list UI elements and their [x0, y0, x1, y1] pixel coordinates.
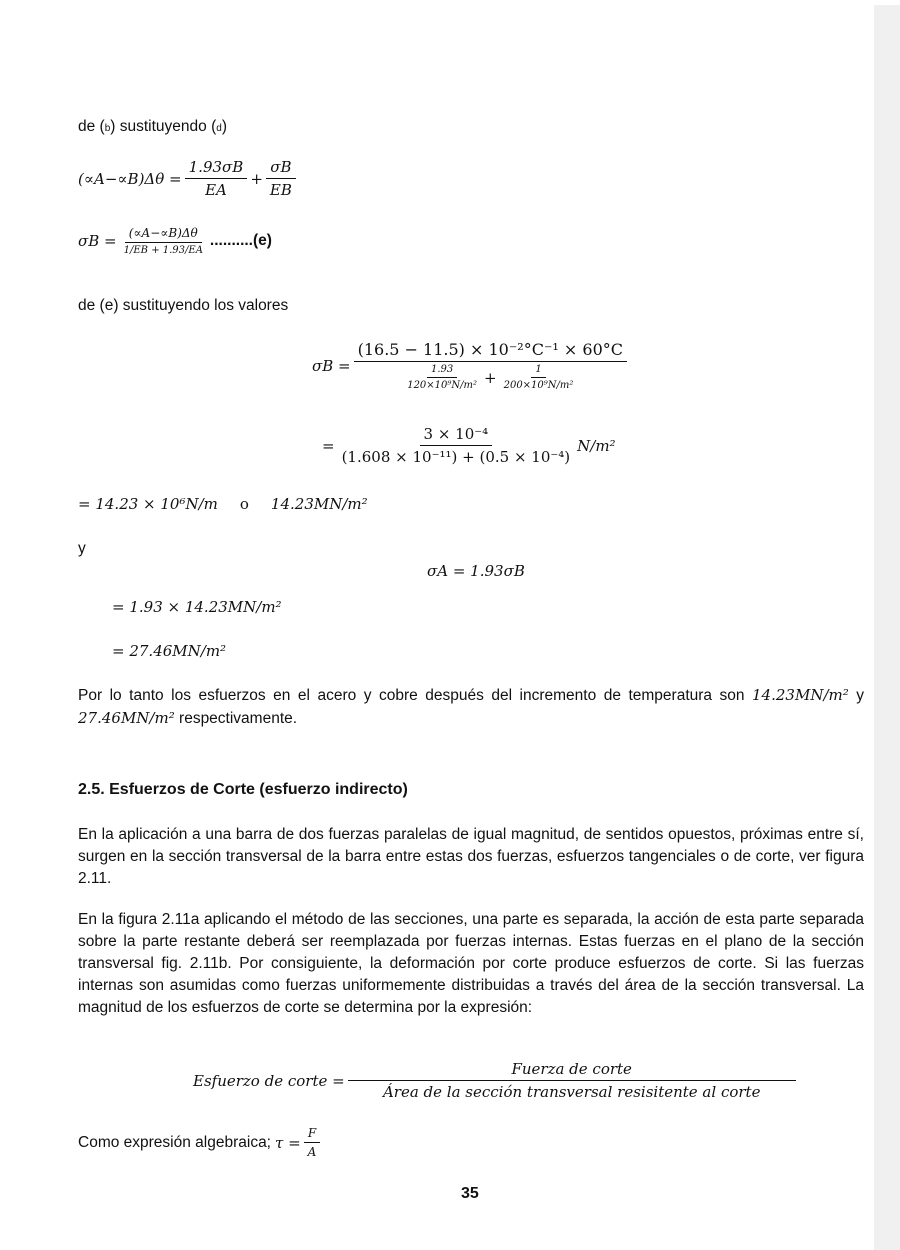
paragraph-conclusion: Por lo tanto los esfuerzos en el acero y cobre después del incremento de temperatura son 14.23MN/m² y 27.46MN/m² respectivamente. — [78, 686, 864, 727]
equation-7: = 1.93 × 14.23MN/m² — [112, 598, 282, 616]
equation-1: (∝A−∝B)Δθ = $\frac{1.93\sigma B}{EA}$ + $\frac{\sigma B}{EB}$ — [78, 158, 299, 199]
paragraph-definition: En la aplicación a una barra de dos fuerzas paralelas de igual magnitud, de sentidos opuestos, próximas entre sí, surgen en la sección transversal de la barra entre estas dos fuerzas, esfuerzos tangenciales o de corte, ver figura 2.11. — [78, 826, 864, 887]
right-margin-bar — [874, 5, 900, 1250]
equation-4: = $\frac{\text{3 × 10⁻⁴}}{\text{(1.608 × 10⁻¹¹) + (0.5 × 10⁻⁴)}}$ N/m² — [322, 425, 616, 466]
equation-6: σA = 1.93σB — [427, 562, 525, 580]
equation-5: = 14.23 × 10⁶N/m o 14.23MN/m² — [78, 495, 368, 513]
section-heading: 2.5. Esfuerzos de Corte (esfuerzo indirecto) — [78, 781, 408, 798]
text-line-de-b: de (b) sustituyendo (d) — [78, 118, 227, 135]
text-line-substitute: de (e) sustituyendo los valores — [78, 297, 289, 314]
algebraic-expression: Como expresión algebraica; τ = $\frac{F}{A}$ — [78, 1126, 323, 1159]
text-y: y — [78, 540, 86, 557]
equation-3: σB = (16.5 − 11.5) × 10⁻²°C⁻¹ × 60°C $\frac{1.93}{\text{120×10⁹N/m²}}$ + $\frac{1}{\text{200×10⁹N/m²}}$ — [312, 340, 630, 391]
equation-shear-stress: Esfuerzo de corte = $\frac{\text{Fuerza de corte}}{\text{Área de la sección transversal resisitente al corte}}$ — [193, 1060, 799, 1101]
page-number: 35 — [461, 1185, 479, 1202]
equation-8: = 27.46MN/m² — [112, 642, 227, 660]
paragraph-method: En la figura 2.11a aplicando el método de las secciones, una parte es separada, la acción de esta parte separada sobre la parte restante deberá ser reemplazada por fuerzas internas. Estas fuerzas en el plano de la sección transversal fig. 2.11b. Por consiguiente, la deformación por corte produce esfuerzos de corte. Si las fuerzas internas son asumidas como fuerzas uniformemente distribuidas a través del área de la sección transversal. La magnitud de los esfuerzos de corte se determina por la expresión: — [78, 911, 864, 1016]
equation-2: σB = $\frac{(\propto A-\propto B)\Delta\theta}{1/EB + 1.93/EA}$ ..........(e) — [78, 226, 272, 256]
